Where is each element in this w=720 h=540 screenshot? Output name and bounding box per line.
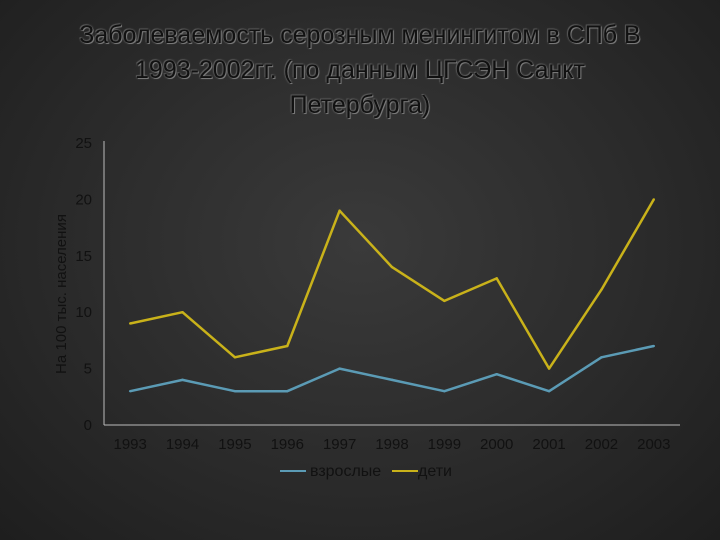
data-point	[443, 390, 445, 392]
title-line-2: 1993-2002гг. (по данным ЦГСЭН Санкт	[135, 56, 585, 84]
x-tick-label: 1999	[427, 436, 462, 453]
data-point	[338, 209, 340, 211]
data-point	[129, 390, 131, 392]
data-point	[496, 277, 498, 279]
data-point	[181, 311, 183, 313]
data-point	[286, 345, 288, 347]
data-point	[548, 390, 550, 392]
series-line-children	[130, 199, 654, 368]
y-axis-label: На 100 тыс. населения	[53, 214, 70, 374]
x-tick-label: 2000	[480, 436, 514, 453]
x-tick-label: 1993	[113, 436, 147, 453]
y-tick-label: 10	[75, 304, 92, 322]
data-point	[443, 300, 445, 302]
y-tick-label: 25	[75, 135, 92, 152]
title-line-3: Петербурга)	[289, 91, 431, 119]
x-tick-label: 2003	[637, 436, 671, 453]
legend-label: дети	[418, 463, 452, 480]
x-tick-label: 1998	[375, 436, 409, 453]
data-point	[653, 198, 655, 200]
data-point	[391, 379, 393, 381]
data-point	[234, 390, 236, 392]
data-point	[600, 356, 602, 358]
series-line-adults	[130, 346, 654, 391]
y-tick-label: 15	[75, 247, 92, 265]
data-point	[338, 367, 340, 369]
x-tick-label: 1997	[322, 436, 357, 453]
legend-label: взрослые	[310, 463, 382, 480]
title-line-1: Заболеваемость серозным менингитом в СПб В	[79, 21, 641, 49]
x-tick-label: 1994	[165, 436, 200, 453]
data-point	[548, 367, 550, 369]
y-tick-label: 5	[83, 360, 92, 378]
x-tick-label: 1996	[270, 436, 304, 453]
data-point	[496, 373, 498, 375]
data-point	[286, 390, 288, 392]
y-tick-label: 20	[75, 191, 92, 209]
x-tick-label: 2002	[584, 436, 619, 453]
data-point	[129, 322, 131, 324]
y-tick-label: 0	[83, 417, 92, 434]
x-tick-label: 1995	[218, 436, 252, 453]
x-tick-label: 2001	[532, 436, 566, 453]
data-point	[653, 345, 655, 347]
data-point	[391, 266, 393, 268]
data-point	[234, 356, 236, 358]
data-point	[600, 288, 602, 290]
data-point	[181, 379, 183, 381]
